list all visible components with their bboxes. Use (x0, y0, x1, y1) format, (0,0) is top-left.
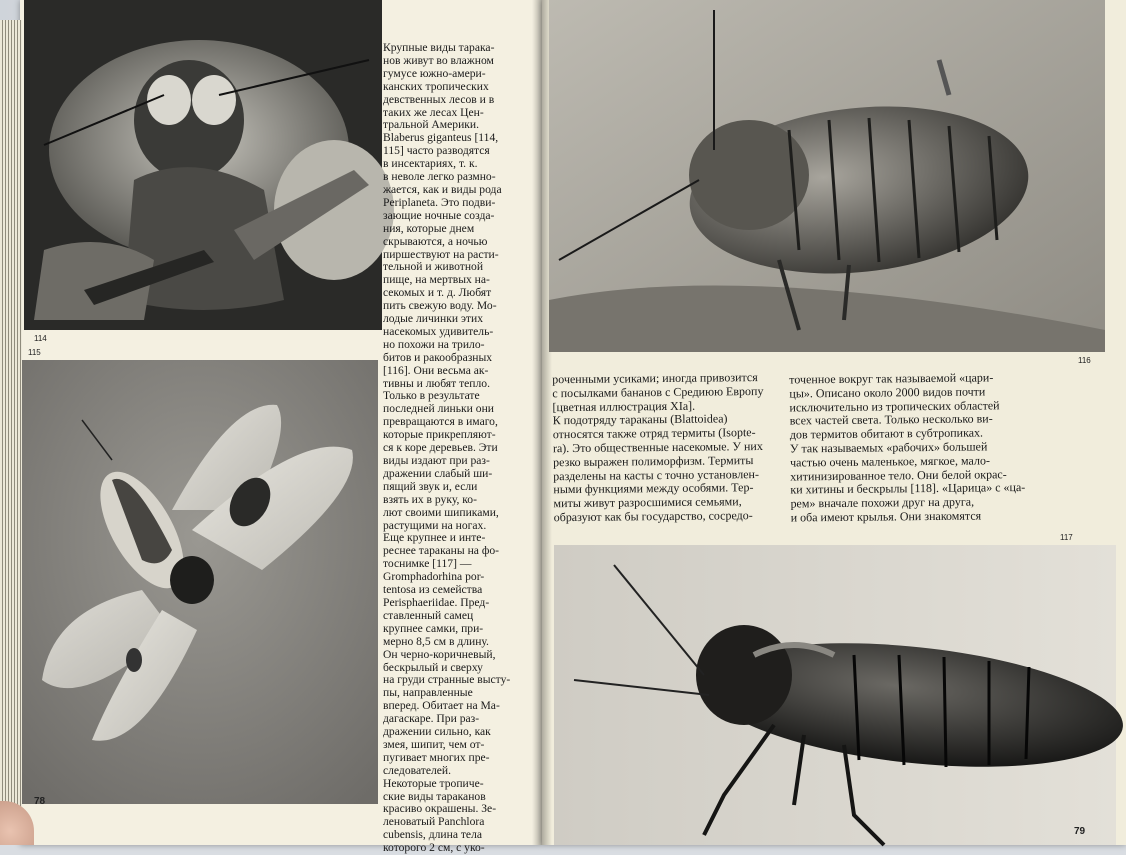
cockroach-nymph-image (549, 0, 1105, 352)
right-column-1-text: роченными усиками; иногда привозится с посылками бананов с Средиюю Европу [цветная иллюстрация XIa]. К подотряду тараканы (Blattoidea) относятся также отряд термиты (Isopte- ra). Это общественные насекомые. У них резко выражен полиморфизм. Термиты разделены на касты с точно установлен- ными функциями между особями. Тер- миты живут разросшимися семьями, образуют как бы государство, сосредо- (552, 370, 764, 525)
figure-number-115: 115 (28, 348, 41, 357)
right-column-2-text: точенное вокруг так называемой «цари- цы». Описано около 2000 видов почти исключительно из тропических областей всех частей света. Только несколько ви- дов термитов обитают в субтропиках. У так называемых «рабочих» большей частью очень маленькое, мягкое, мало- хитинизированное тело. Они белой окрас- ки хитины и бескрылы [118]. «Царица» с «ца- рем» вначале похожи друг на друга, и оба имеют крылья. Они знакомятся (789, 370, 1026, 525)
photo-hissing-cockroach (554, 545, 1116, 845)
photo-winged-cockroach (22, 360, 378, 804)
photo-cockroach-head (24, 0, 382, 330)
hissing-cockroach-image (554, 545, 1116, 845)
left-column-text: Крупные виды тарака- нов живут во влажном гумусе южно-амери- канских тропических девственных лесов и в таких же лесах Цен- тральной Америки. Blaberus giganteus [114, 115] часто разводятся в инсектариях, т. к. в неволе легко размно- жается, как и виды рода Periplaneta. Это подви- зающие ночные созда- ния, которые днем скрываются, а ночью пиршествуют на расти- тельной и животной пище, на мертвых на- секомых и т. д. Любят пить свежую воду. Мо- лодые личинки этих насекомых удивитель- но похожи на трило- битов и ракообразных [116]. Они весьма ак- тивны и любят тепло. Только в результате последней линьки они превращаются в имаго, которые прикрепляют- ся к коре деревьев. Эти виды издают при раз- дражении слабый ши- пящий звук и, если взять их в руку, ко- лют своими шипиками, растущими на ногах. Еще крупнее и инте- реснее тараканы на фо- тоснимке [117] — Gromphadorhina por- tentosa из семейства Perisphaeriidae. Пред- ставленный самец крупнее самки, при- мерно 8,5 см в длину. Он черно-коричневый, бескрылый и сверху на груди странные высту- пы, направленные вперед. Обитает на Ма- дагаскаре. При раз- дражении сильно, как змея, шипит, чем от- пугивает многих пре- следователей. Некоторые тропиче- ские виды тараканов красиво окрашены. Зе- леноватый Panchlora cubensis, длина тела которого 2 см, с уко- (383, 41, 511, 855)
page-edges (0, 20, 22, 840)
page-number-right: 79 (1074, 826, 1086, 837)
page-number-left: 78 (34, 796, 46, 807)
cockroach-head-image (24, 0, 382, 330)
figure-number-114: 114 (34, 334, 47, 343)
winged-cockroach-image (22, 360, 378, 804)
figure-number-116: 116 (1078, 356, 1091, 365)
figure-number-117: 117 (1060, 533, 1073, 542)
photo-cockroach-nymph (549, 0, 1105, 352)
